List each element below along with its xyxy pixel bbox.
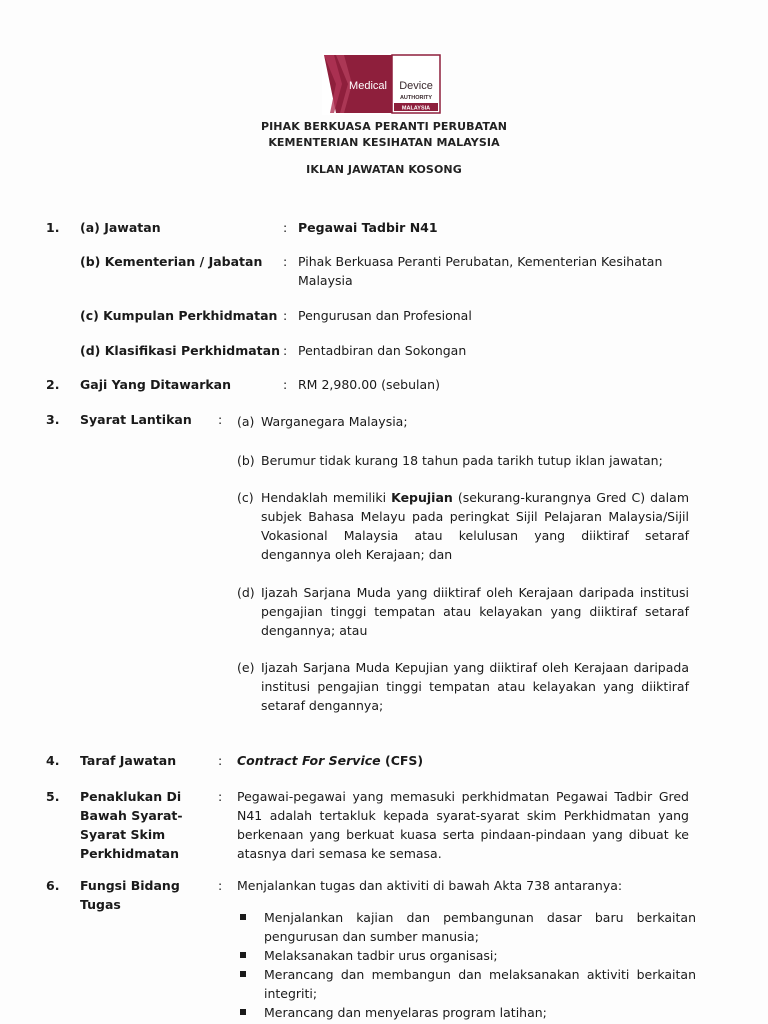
item-2-value: RM 2,980.00 (sebulan) [298,377,440,392]
item-5-label-line-1: Penaklukan Di [80,789,182,804]
bullet-square-icon [240,1009,246,1015]
colon: : [218,412,223,427]
item-1d-label: (d) Klasifikasi Perkhidmatan [80,343,280,358]
item-6-number: 6. [46,878,60,893]
item-4-label: Taraf Jawatan [80,753,177,768]
item-5-value: Pegawai-pegawai yang memasuki perkhidmatan Pegawai Tadbir Gred N41 adalah tertakluk kepada syarat-syarat skim Perkhidmatan yang berkenaan yang berkuat kuasa serta pindaan-pindaan yang dibuat ke atasnya dari semasa ke semasa. [237,789,689,861]
item-4-number: 4. [46,753,60,768]
list-item: Menjalankan kajian dan pembangunan dasar baru berkaitan pengurusan dan sumber manusia; [236,908,696,946]
item-5-label-line-2: Bawah Syarat- [80,808,183,823]
list-item: Merancang dan menyelaras program latihan; [236,1003,696,1022]
colon: : [283,220,288,235]
item-3e-text: Ijazah Sarjana Muda Kepujian yang diiktiraf oleh Kerajaan daripada institusi pengajian tinggi tempatan atau kelayakan yang diiktiraf setaraf dengannya; [261,660,689,713]
logo-word-medical: Medical [349,80,387,92]
bullet-square-icon [240,914,246,920]
item-2-number: 2. [46,377,60,392]
item-5-label-line-3: Syarat Skim [80,827,166,842]
colon: : [283,254,288,269]
item-3a-text: Warganegara Malaysia; [261,414,408,429]
bullet-square-icon [240,952,246,958]
list-item: Merancang dan membangun dan melaksanakan aktiviti berkaitan integriti; [236,965,696,1003]
item-3b-marker: (b) [237,453,255,468]
logo-word-authority: AUTHORITY [399,95,433,101]
logo-word-device: Device [399,80,433,92]
item-1b-value: Pihak Berkuasa Peranti Perubatan, Kementerian Kesihatan Malaysia [298,254,663,288]
item-2-label: Gaji Yang Ditawarkan [80,377,232,392]
colon: : [283,308,288,323]
item-6-label-line-2: Tugas [80,897,121,912]
item-3c-text: Hendaklah memiliki Kepujian (sekurang-kurangnya Gred C) dalam subjek Bahasa Melayu pada peringkat Sijil Pelajaran Malaysia/Sijil Vokasional Malaysia atau kelulusan yang diiktiraf setaraf dengannya oleh Kerajaan; dan [261,490,689,562]
item-3-number: 3. [46,412,60,427]
item-1c-label: (c) Kumpulan Perkhidmatan [80,308,278,323]
item-3a-marker: (a) [237,414,255,429]
item-6-bullet-list [236,908,696,1022]
item-3d-marker: (d) [237,585,255,600]
colon: : [283,377,288,392]
bullet-square-icon [240,971,246,977]
header-line-title: IKLAN JAWATAN KOSONG [306,163,462,176]
item-5-label-line-4: Perkhidmatan [80,846,180,861]
header-line-ministry: KEMENTERIAN KESIHATAN MALAYSIA [268,136,500,149]
item-6-intro: Menjalankan tugas dan aktiviti di bawah Akta 738 antaranya: [237,878,623,893]
colon: : [218,789,223,804]
item-1a-label: (a) Jawatan [80,220,161,235]
mda-logo [322,53,442,115]
colon: : [218,878,223,893]
list-item: Melaksanakan tadbir urus organisasi; [236,946,696,965]
item-1-number: 1. [46,220,60,235]
item-1a-value: Pegawai Tadbir N41 [298,220,438,235]
logo-word-malaysia: MALAYSIA [401,105,431,112]
colon: : [218,753,223,768]
item-3e-marker: (e) [237,660,255,675]
header-line-agency: PIHAK BERKUASA PERANTI PERUBATAN [260,120,508,133]
item-1b-label: (b) Kementerian / Jabatan [80,254,263,269]
colon: : [283,343,288,358]
item-3b-text: Berumur tidak kurang 18 tahun pada tarikh tutup iklan jawatan; [261,453,663,468]
item-1c-value: Pengurusan dan Profesional [298,308,472,323]
item-4-value: Contract For Service (CFS) [237,753,424,768]
item-3c-marker: (c) [237,490,254,505]
item-3-label: Syarat Lantikan [80,412,192,427]
item-1d-value: Pentadbiran dan Sokongan [298,343,467,358]
item-5-number: 5. [46,789,60,804]
item-3d-text: Ijazah Sarjana Muda yang diiktiraf oleh Kerajaan daripada institusi pengajian tinggi tempatan atau kelayakan yang diiktiraf setaraf dengannya; atau [261,585,689,638]
item-6-label-line-1: Fungsi Bidang [80,878,180,893]
